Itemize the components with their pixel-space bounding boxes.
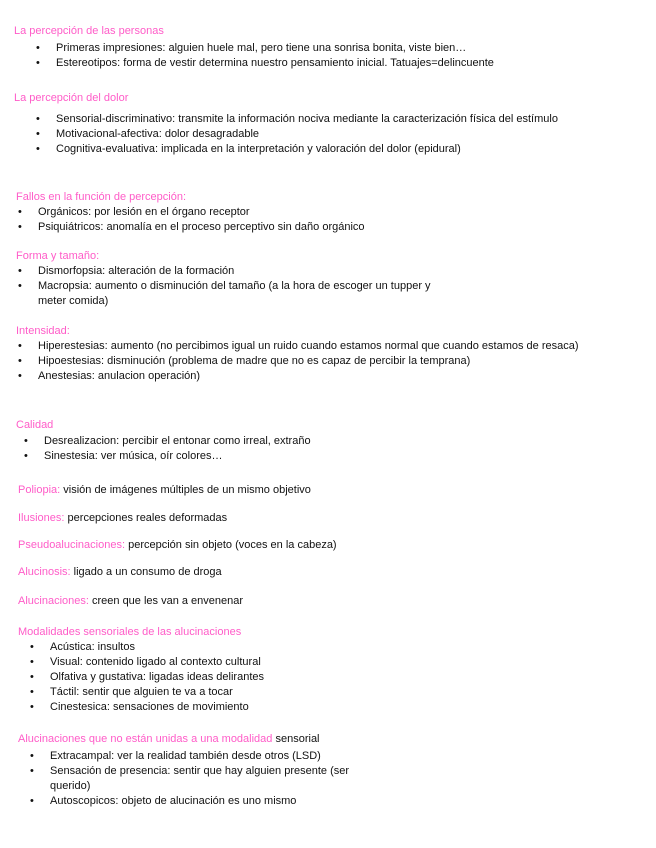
list-item-text: Orgánicos: por lesión en el órgano receptor [38,206,250,218]
bullet: • [30,671,34,683]
section-heading: Forma y tamaño: [16,250,100,262]
section-calidad [16,418,616,464]
list-item-text: Olfativa y gustativa: ligadas ideas delirantes [50,671,265,683]
section-heading: Calidad [16,419,54,431]
list-item [16,339,608,354]
section-heading-rest: sensorial [272,733,320,745]
section-heading-highlight: Alucinaciones que no están unidas a una modalidad [18,733,273,745]
list-item-text: Visual: contenido ligado al contexto cultural [50,656,261,668]
entry-text: percepción sin objeto (voces en la cabeza) [125,539,337,551]
entry-ilusiones [18,511,227,526]
list-item-text: Motivacional-afectiva: dolor desagradable [56,128,260,140]
list-item [14,142,614,157]
bullet: • [30,686,34,698]
list-item-text: Autoscopicos: objeto de alucinación es uno mismo [50,795,297,807]
list-item [18,670,618,685]
entry-term: Alucinosis: [18,566,71,578]
list-item-text: Estereotipos: forma de vestir determina nuestro pensamiento inicial. Tatuajes=delincuente [56,57,494,69]
section-heading: La percepción de las personas [14,25,164,37]
list-item [18,640,618,655]
entry-text: percepciones reales deformadas [64,512,228,524]
section-heading: Modalidades sensoriales de las alucinaciones [18,626,242,638]
section-forma-tamano [16,249,616,309]
list-item [16,279,438,309]
section-heading [18,732,618,747]
list-item-text: Cinestesica: sensaciones de movimiento [50,701,249,713]
list-item-text: Anestesias: anulacion operación) [38,370,201,382]
entry-alucinosis [18,565,222,580]
entry-text: ligado a un consumo de droga [70,566,222,578]
bullet: • [24,435,28,447]
bullet: • [30,765,34,777]
section-heading: Fallos en la función de percepción: [16,191,186,203]
list-item [18,655,618,670]
list-item-text: Acústica: insultos [50,641,135,653]
list-item [18,749,618,764]
list-item [16,264,616,279]
entry-pseudoalucinaciones [18,538,337,553]
list-item [14,56,614,71]
list-item-text: Hiperestesias: aumento (no percibimos igual un ruido cuando estamos normal que cuando estamos de resaca) [38,340,579,352]
entry-text: visión de imágenes múltiples de un mismo objetivo [60,484,311,496]
bullet: • [18,370,22,382]
list-item [16,449,616,464]
section-heading: La percepción del dolor [14,92,129,104]
list-item-text: Sinestesia: ver música, oír colores… [44,450,223,462]
bullet: • [30,701,34,713]
list-item [16,354,616,369]
section-intensidad [16,324,616,384]
list-item-text: Sensorial-discriminativo: transmite la información nociva mediante la caracterización física del estímulo [56,113,558,125]
entry-text: creen que les van a envenenar [88,595,244,607]
list-item [14,127,614,142]
entry-term: Poliopia: [18,484,61,496]
entry-term: Alucinaciones: [18,595,89,607]
bullet: • [18,280,22,292]
list-item-text: Hipoestesias: disminución (problema de madre que no es capaz de percibir la temprana) [38,355,471,367]
entry-alucinaciones [18,594,243,609]
bullet: • [36,143,40,155]
bullet: • [36,113,40,125]
list-item-text: Sensación de presencia: sentir que hay alguien presente (ser querido) [50,765,350,792]
list-item [16,205,616,220]
section-alucinaciones-sin-modalidad [18,732,618,809]
entry-term: Ilusiones: [18,512,65,524]
list-item [18,764,390,794]
list-item [16,369,616,384]
bullet: • [24,450,28,462]
list-item-text: Cognitiva-evaluativa: implicada en la interpretación y valoración del dolor (epidural) [56,143,461,155]
bullet: • [30,656,34,668]
bullet: • [30,750,34,762]
bullet: • [30,641,34,653]
list-item-text: Primeras impresiones: alguien huele mal, pero tiene una sonrisa bonita, viste bien… [56,42,467,54]
list-item [18,685,618,700]
bullet: • [18,340,22,352]
bullet: • [30,795,34,807]
list-item [14,112,566,127]
bullet: • [36,42,40,54]
section-heading: Intensidad: [16,325,70,337]
entry-poliopia [18,483,311,498]
list-item-text: Macropsia: aumento o disminución del tamaño (a la hora de escoger un tupper y meter comida) [38,280,431,307]
section-percepcion-personas [14,24,614,71]
list-item [18,794,618,809]
list-item [16,220,616,235]
bullet: • [18,355,22,367]
list-item-text: Psiquiátricos: anomalía en el proceso perceptivo sin daño orgánico [38,221,365,233]
list-item [18,700,618,715]
list-item [14,41,614,56]
list-item-text: Extracampal: ver la realidad también desde otros (LSD) [50,750,321,762]
bullet: • [18,265,22,277]
list-item-text: Desrealizacion: percibir el entonar como irreal, extraño [44,435,311,447]
section-percepcion-dolor [14,91,614,157]
entry-term: Pseudoalucinaciones: [18,539,126,551]
section-fallos-percepcion [16,190,616,235]
section-modalidades-sensoriales [18,625,618,715]
bullet: • [18,221,22,233]
list-item [16,434,616,449]
list-item-text: Táctil: sentir que alguien te va a tocar [50,686,233,698]
bullet: • [36,57,40,69]
bullet: • [36,128,40,140]
list-item-text: Dismorfopsia: alteración de la formación [38,265,235,277]
bullet: • [18,206,22,218]
